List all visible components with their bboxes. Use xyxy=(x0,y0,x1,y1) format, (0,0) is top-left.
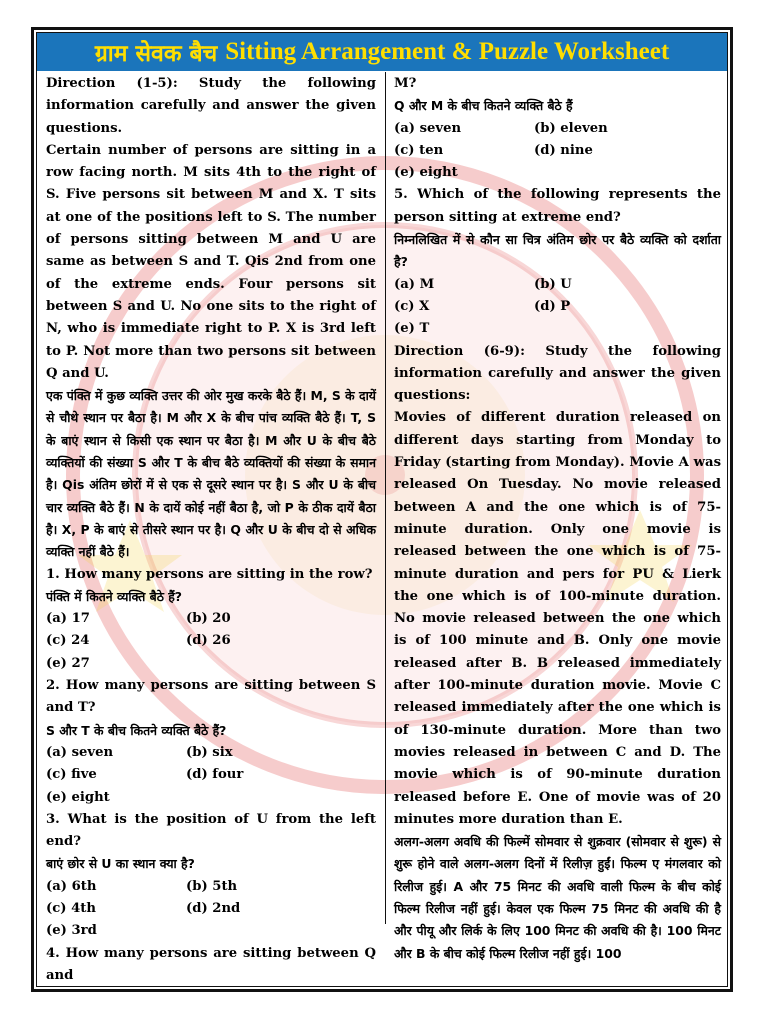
title-bar xyxy=(37,33,727,71)
q2-english: 2. How many persons are sitting between S and T? xyxy=(46,678,376,716)
q3-hindi: बाएं छोर से U का स्थान क्या है? xyxy=(46,856,195,872)
passage-1-english: Certain number of persons are sitting in a row facing north. M sits 4th to the right of S. Five persons sit between M and X. T sits at one of the positions left to S. The number of persons sitting between M and U are same as between S and T. Qis 2nd from one of the extreme ends. Four persons sit between S and U. No one sits to the right of N, who is immediate right to P. X is 3rd left to P. Not more than two persons sit between Q and U. xyxy=(46,142,376,381)
q2-option-e: (e) eight xyxy=(46,789,110,805)
passage-2-hindi: अलग-अलग अवधि की फिल्में सोमवार से शुक्रवार (सोमवार से शुरू) से शुरू होने वाले अलग-अलग दिनों में रिलीज़ हुईं। फिल्म ए मंगलवार को रिलीज हुई। A और 75 मिनट की अवधि वाली फिल्म के बीच कोई फिल्म रिलीज नहीं हुई। केवल एक फिल्म 75 मिनट की अवधि की है और पीयू और लिर्क के लिए 100 मिनट की अवधि की है। 100 मिनट और B के बीच कोई फिल्म रिलीज नहीं हुई। 100 xyxy=(394,834,721,961)
q2-option-c: (c) five xyxy=(46,767,97,783)
q1-options xyxy=(46,608,376,653)
left-column xyxy=(46,73,376,987)
q4-english-cont: M? xyxy=(394,76,417,91)
q3-option-b: (b) 5th xyxy=(186,878,238,894)
q1-option-c: (c) 24 xyxy=(46,633,90,649)
direction-1-5: Direction (1-5): Study the following information carefully and answer the given questions. xyxy=(46,76,376,136)
q4-option-b: (b) eleven xyxy=(534,120,608,136)
q4-options xyxy=(394,118,721,163)
q5-option-a: (a) M xyxy=(394,276,435,292)
direction-6-9: Direction (6-9): Study the following information carefully and answer the given questions: xyxy=(394,343,721,404)
q1-english: 1. How many persons are sitting in the row? xyxy=(46,566,373,582)
q5-option-c: (c) X xyxy=(394,298,430,314)
q3-option-c: (c) 4th xyxy=(46,900,96,916)
q4-option-a: (a) seven xyxy=(394,120,462,136)
q3-options xyxy=(46,876,376,921)
q4-option-e: (e) eight xyxy=(394,165,458,181)
passage-2-english: Movies of different duration released on different days starting from Monday to Friday (starting from Monday). Movie A was released On Tuesday. No movie released between A and the one which is of 75-minute duration. Only one movie is released between the one which is of 75-minute duration and pers for PU & Lierk the one which is of 100-minute duration. No movie released between the one which is of 100 minute and B. Only one movie released after B. B released immediately after 100-minute duration movie. Movie C released immediately after the one which is of 130-minute duration. More than two movies released in between C and D. The movie which is of 90-minute duration released before E. One of movie was of 20 minutes more duration than E. xyxy=(394,410,721,827)
q2-option-b: (b) six xyxy=(186,744,233,760)
q2-option-d: (d) four xyxy=(186,767,244,783)
q5-option-d: (d) P xyxy=(534,298,571,314)
q5-option-e: (e) T xyxy=(394,321,430,337)
column-divider xyxy=(385,72,386,924)
right-column xyxy=(394,73,721,965)
q5-hindi: निम्नलिखित में से कौन सा चित्र अंतिम छोर पर बैठे व्यक्ति को दर्शाता है? xyxy=(394,232,721,270)
title-text: Sitting Arrangement & Puzzle Worksheet xyxy=(225,38,670,65)
title-hindi: ग्राम सेवक बैच xyxy=(94,41,218,67)
q5-options xyxy=(394,274,721,319)
q1-option-a: (a) 17 xyxy=(46,611,90,627)
passage-1-hindi: एक पंक्ति में कुछ व्यक्ति उत्तर की ओर मुख करके बैठे हैं। M, S के दायें से चौथे स्थान पर बैठा है। M और X के बीच पांच व्यक्ति बैठे हैं। T, S के बाएं स्थान से किसी एक स्थान पर बैठा है। M और U के बीच बैठे व्यक्तियों की संख्या S और T के बीच बैठे व्यक्तियों की संख्या के समान है। Qis अंतिम छोरों में से एक से दूसरे स्थान पर है। S और U के बीच चार व्यक्ति बैठे हैं। N के दायें कोई नहीं बैठा है, जो P के ठीक दायें बैठा है। X, P के बाएं से तीसरे स्थान पर है। Q और U के बीच दो से अधिक व्यक्ति नहीं बैठे हैं। xyxy=(46,388,376,560)
q3-english: 3. What is the position of U from the left end? xyxy=(46,811,376,850)
q1-option-b: (b) 20 xyxy=(186,611,231,627)
q2-option-a: (a) seven xyxy=(46,744,114,760)
q3-option-e: (e) 3rd xyxy=(46,923,97,939)
q3-option-a: (a) 6th xyxy=(46,878,97,894)
q2-hindi: S और T के बीच कितने व्यक्ति बैठे हैं? xyxy=(46,722,227,738)
q4-option-d: (d) nine xyxy=(534,142,593,158)
q4-option-c: (c) ten xyxy=(394,142,444,158)
q3-option-d: (d) 2nd xyxy=(186,900,241,916)
q1-hindi: पंक्ति में कितने व्यक्ति बैठे हैं? xyxy=(46,588,182,604)
q1-option-e: (e) 27 xyxy=(46,655,90,671)
q4-english-start: 4. How many persons are sitting between Q and xyxy=(46,945,376,983)
q5-english: 5. Which of the following represents the person sitting at extreme end? xyxy=(394,187,721,225)
q2-options xyxy=(46,742,376,787)
q5-option-b: (b) U xyxy=(534,276,572,292)
q1-option-d: (d) 26 xyxy=(186,633,231,649)
q4-hindi: Q और M के बीच कितने व्यक्ति बैठे हैं xyxy=(394,98,573,114)
